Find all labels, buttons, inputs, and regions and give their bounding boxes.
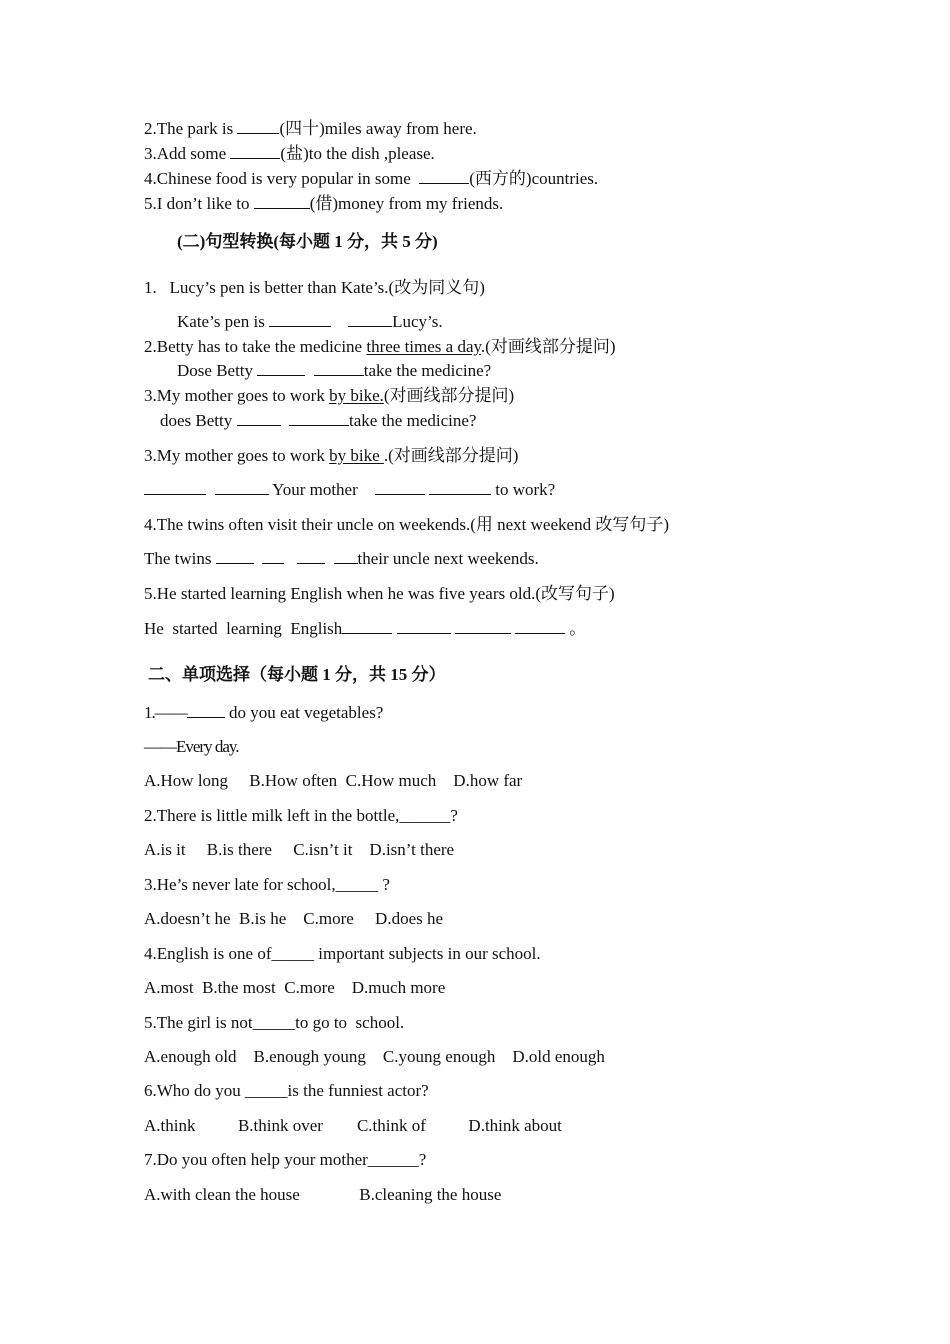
blank[interactable]: [257, 361, 305, 376]
transform-q5-answer: He started learning English 。: [144, 619, 587, 638]
choice-q4-options[interactable]: A.most B.the most C.more D.much more: [144, 978, 446, 997]
choice-q5: 5.The girl is not_____to go to school.: [144, 1013, 405, 1032]
transform-q2-answer: Dose Betty take the medicine?: [177, 361, 492, 380]
transform-q3a-answer: does Betty take the medicine?: [160, 411, 477, 430]
choice-q1: 1.—— do you eat vegetables?: [144, 703, 384, 722]
choice-q7-options[interactable]: A.with clean the house B.cleaning the house: [144, 1185, 502, 1204]
vocab-q5: 5.I don’t like to (借)money from my friends.: [144, 194, 504, 213]
choice-q5-options[interactable]: A.enough old B.enough young C.young enough D.old enough: [144, 1047, 605, 1066]
vocab-q3: 3.Add some (盐)to the dish ,please.: [144, 144, 435, 163]
blank[interactable]: [397, 619, 451, 634]
blank[interactable]: [314, 361, 364, 376]
blank[interactable]: [215, 480, 269, 495]
blank[interactable]: [269, 312, 331, 327]
section-heading-choice: 二、单项选择（每小题 1 分，共 15 分）: [148, 665, 446, 684]
transform-q3a: 3.My mother goes to work by bike.(对画线部分提问): [144, 386, 515, 405]
blank[interactable]: [429, 480, 491, 495]
transform-q1: 1. Lucy’s pen is better than Kate’s.(改为同义句): [144, 278, 485, 297]
choice-q3-options[interactable]: A.doesn’t he B.is he C.more D.does he: [144, 909, 444, 928]
vocab-q2: 2.The park is (四十)miles away from here.: [144, 119, 477, 138]
blank[interactable]: [187, 703, 225, 718]
blank[interactable]: [216, 549, 254, 564]
blank[interactable]: [342, 619, 392, 634]
choice-q6: 6.Who do you _____is the funniest actor?: [144, 1081, 429, 1100]
vocab-q4: 4.Chinese food is very popular in some (西方的)countries.: [144, 169, 599, 188]
blank[interactable]: [334, 549, 358, 564]
blank[interactable]: [289, 411, 349, 426]
transform-q4-answer: The twins their uncle next weekends.: [144, 549, 539, 568]
blank[interactable]: [254, 194, 310, 209]
section-heading-transform: (二)句型转换(每小题 1 分，共 5 分): [177, 232, 438, 251]
choice-q4: 4.English is one of_____ important subjects in our school.: [144, 944, 541, 963]
choice-q1-options[interactable]: A.How long B.How often C.How much D.how far: [144, 771, 523, 790]
transform-q5: 5.He started learning English when he was five years old.(改写句子): [144, 584, 615, 603]
blank[interactable]: [297, 549, 325, 564]
transform-q2: 2.Betty has to take the medicine three times a day.(对画线部分提问): [144, 337, 616, 356]
transform-q3b: 3.My mother goes to work by bike .(对画线部分提问): [144, 446, 519, 465]
blank[interactable]: [237, 119, 279, 134]
choice-q2: 2.There is little milk left in the bottle,______?: [144, 806, 458, 825]
blank[interactable]: [237, 411, 281, 426]
transform-q4: 4.The twins often visit their uncle on weekends.(用 next weekend 改写句子): [144, 515, 669, 534]
blank[interactable]: [419, 169, 469, 184]
transform-q3b-answer: Your mother to work?: [144, 480, 555, 500]
blank[interactable]: [375, 480, 425, 495]
choice-q7: 7.Do you often help your mother______?: [144, 1150, 427, 1169]
transform-q1-answer: Kate’s pen is Lucy’s.: [177, 312, 443, 331]
blank[interactable]: [348, 312, 392, 327]
choice-q1-reply: ——Every day.: [144, 737, 239, 756]
blank[interactable]: [144, 480, 206, 495]
blank[interactable]: [262, 549, 284, 564]
blank[interactable]: [230, 144, 280, 159]
choice-q3: 3.He’s never late for school,_____ ?: [144, 875, 390, 894]
blank[interactable]: [515, 619, 565, 634]
choice-q2-options[interactable]: A.is it B.is there C.isn’t it D.isn’t there: [144, 840, 455, 859]
blank[interactable]: [455, 619, 511, 634]
choice-q6-options[interactable]: A.think B.think over C.think of D.think about: [144, 1116, 562, 1135]
